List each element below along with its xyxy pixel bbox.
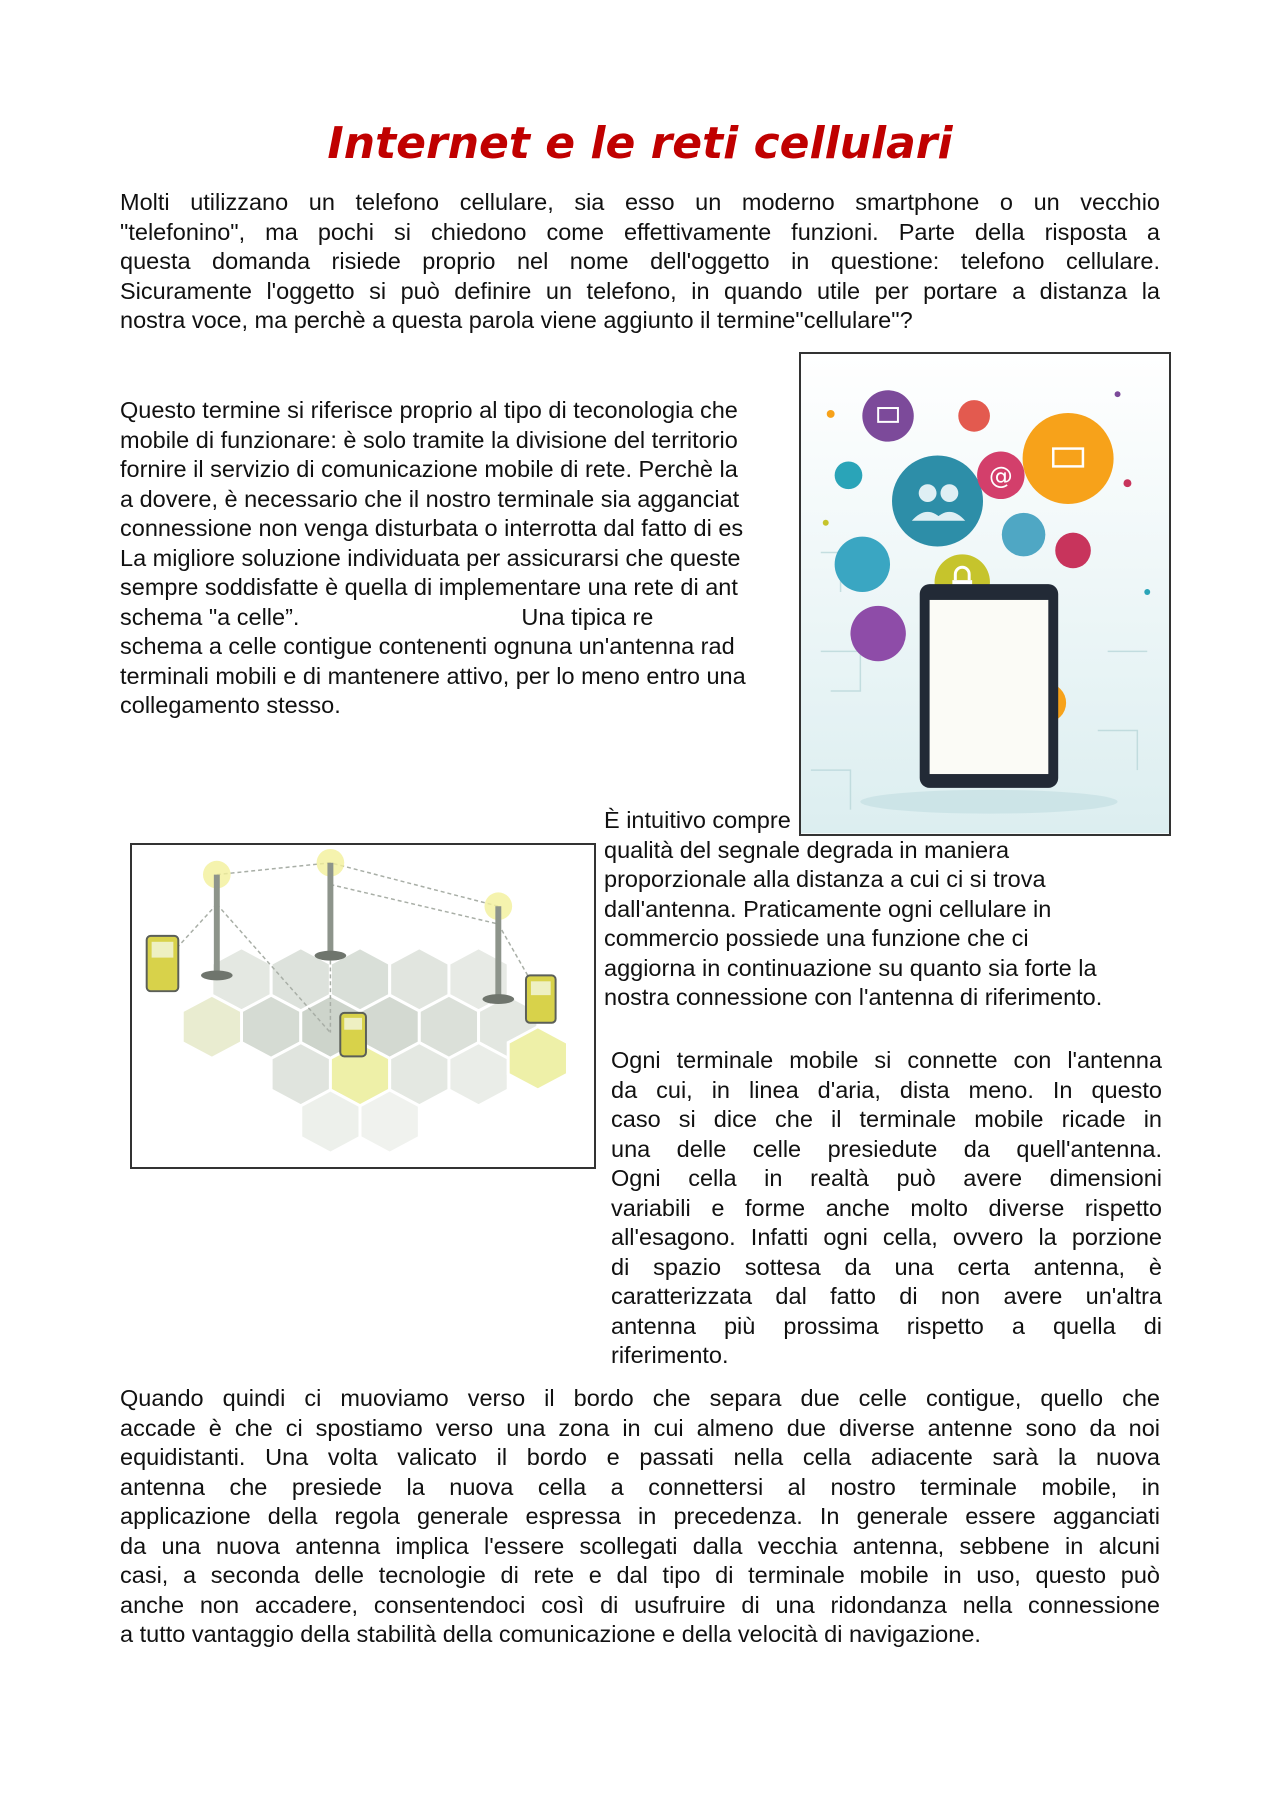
- text-line: È intuitivo compre: [604, 807, 791, 833]
- text-line: proporzionale alla distanza a cui ci si trova: [604, 866, 1046, 892]
- text-line: dall'antenna. Praticamente ogni cellulare in: [604, 895, 1052, 922]
- tv-icon-bubble: [862, 390, 913, 441]
- cursor-icon-bubble: [1055, 533, 1091, 569]
- text-line: La migliore soluzione individuata per assicurarsi che queste: [120, 544, 741, 571]
- basket-icon-bubble: [1023, 413, 1114, 504]
- text-line: variabili e forme anche molto diverse rispetto: [611, 1194, 1162, 1221]
- text-line: connessione non venga disturbata o interrotta dal fatto di es: [120, 515, 744, 541]
- mobile-phone-right: [526, 975, 556, 1022]
- text-line: antenna che presiede la nuova cella a connettersi al nostro terminale mobile, in: [120, 1473, 1160, 1500]
- handover-paragraph: [120, 1384, 1160, 1650]
- search-icon-bubble: [835, 461, 863, 489]
- hexagon-cells-graphic: [132, 845, 594, 1167]
- text-line: da una nuova antenna implica l'essere scollegati dalla vecchia antenna, sebbene in alcuni: [120, 1532, 1160, 1559]
- text-line: antenna più prossima rispetto a quella di: [611, 1312, 1162, 1339]
- cells-paragraph: [120, 396, 900, 721]
- mobile-phone-left: [147, 936, 179, 991]
- text-line: mobile di funzionare: è solo tramite la divisione del territorio: [120, 426, 738, 453]
- text-line: Quando quindi ci muoviamo verso il bordo che separa due celle contigue, quello che: [120, 1385, 1160, 1411]
- text-line: caratterizzata dal fatto di non avere un'altra: [611, 1283, 1162, 1309]
- text-line: Molti utilizzano un telefono cellulare, sia esso un moderno smartphone o un vecchio: [120, 189, 1160, 215]
- text-line: collegamento stesso.: [120, 692, 341, 718]
- users-icon-bubble: [892, 456, 983, 547]
- text-line: equidistanti. Una volta valicato il bordo e passati nella cella adiacente sarà la nuova: [120, 1444, 1160, 1470]
- page-title: Internet e le reti cellulari: [327, 118, 953, 169]
- text-line: questa domanda risiede proprio nel nome dell'oggetto in questione: telefono cellulare.: [120, 248, 1160, 274]
- text-line: Ogni terminale mobile si connette con l'antenna: [611, 1047, 1162, 1073]
- text-line: a dovere, è necessario che il nostro terminale sia agganciat: [120, 485, 740, 512]
- text-line: Sicuramente l'oggetto si può definire un telefono, in quando utile per portare a distanza la: [120, 277, 1160, 304]
- mobile-phone-center: [340, 1013, 366, 1056]
- text-line: nostra voce, ma perchè a questa parola viene aggiunto il termine"cellulare"?: [120, 307, 913, 333]
- apps-tablet-illustration: [799, 352, 1171, 836]
- apps-cloud-graphic: [801, 354, 1169, 834]
- server-icon-bubble: [1002, 513, 1046, 557]
- music-icon-bubble: [850, 606, 905, 661]
- terminal-paragraph: [611, 1046, 1162, 1371]
- text-line: commercio possiede una funzione che ci: [604, 925, 1029, 951]
- text-line: "telefonino", ma pochi si chiedono come effettivamente funzioni. Parte della risposta a: [120, 218, 1160, 245]
- text-line: da cui, in linea d'aria, dista meno. In questo: [611, 1076, 1162, 1103]
- cell-network-illustration: [130, 843, 596, 1169]
- text-line: Ogni cella in realtà può avere dimensioni: [611, 1165, 1162, 1191]
- text-line: riferimento.: [611, 1342, 729, 1368]
- text-line: caso si dice che il terminale mobile ricade in: [611, 1106, 1162, 1132]
- text-line: schema a celle contigue contenenti ognuna un'antenna rad: [120, 633, 735, 659]
- text-line: anche non accadere, consentendoci così di usufruire di una ridondanza nella connessione: [120, 1591, 1160, 1618]
- text-line: aggiorna in continuazione su quanto sia forte la: [604, 954, 1097, 981]
- text-line: terminali mobili e di mantenere attivo, per lo meno entro una: [120, 662, 746, 689]
- text-line: accade è che ci spostiamo verso una zona in cui almeno due diverse antenne sono da noi: [120, 1414, 1160, 1441]
- eye-icon-bubble: [835, 537, 890, 592]
- text-line: casi, a seconda delle tecnologie di rete e dal tipo di terminale mobile in uso, questo può: [120, 1562, 1160, 1588]
- text-line: una delle celle presiedute da quell'antenna.: [611, 1135, 1162, 1162]
- text-line: a tutto vantaggio della stabilità della comunicazione e della velocità di navigazione.: [120, 1621, 981, 1647]
- text-line: qualità del segnale degrada in maniera: [604, 836, 1010, 863]
- text-line: fornire il servizio di comunicazione mobile di rete. Perchè la: [120, 456, 738, 482]
- text-line: all'esagono. Infatti ogni cella, ovvero la porzione: [611, 1224, 1162, 1250]
- svg-text:@: @: [988, 462, 1013, 491]
- rss-icon-bubble: [958, 400, 990, 432]
- intro-paragraph: [120, 188, 1160, 336]
- text-line: nostra connessione con l'antenna di riferimento.: [604, 984, 1103, 1010]
- text-line: Questo termine si riferisce proprio al tipo di teconologia che: [120, 397, 738, 423]
- text-line: di spazio sottesa da una certa antenna, è: [611, 1253, 1162, 1280]
- text-line: applicazione della regola generale espressa in precedenza. In generale essere agganciati: [120, 1503, 1160, 1529]
- text-line: schema "a celle”. Una tipica re: [120, 603, 654, 630]
- signal-paragraph: [604, 806, 1164, 1013]
- text-line: sempre soddisfatte è quella di implementare una rete di ant: [120, 574, 738, 600]
